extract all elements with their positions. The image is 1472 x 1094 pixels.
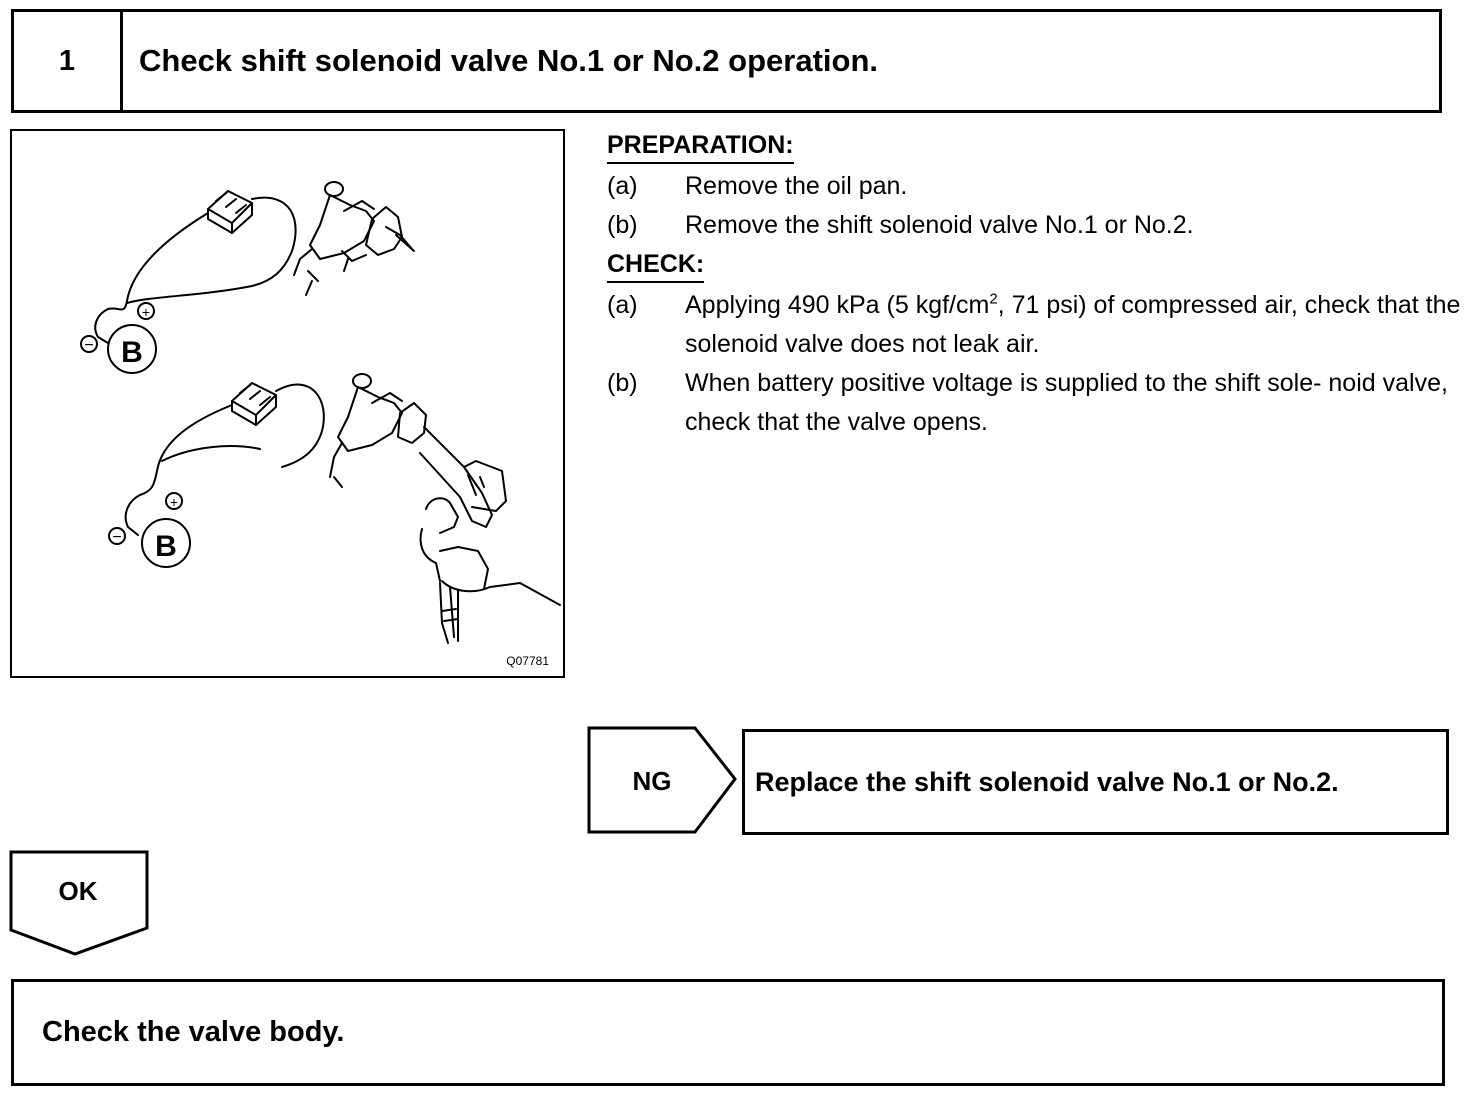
- next-step: Check the valve body.: [11, 979, 1445, 1086]
- upper-negative-symbol: −: [84, 337, 94, 354]
- item-text-before: Applying 490 kPa (5 kgf/cm: [685, 291, 990, 319]
- item-text: Remove the oil pan.: [685, 172, 908, 200]
- lower-negative-symbol: −: [112, 529, 122, 546]
- lower-wire-left: [140, 405, 232, 495]
- upper-solenoid-valve-icon: [294, 182, 414, 295]
- upper-battery-label: B: [121, 336, 143, 369]
- upper-wire-right: [127, 198, 296, 303]
- item-text: Remove the shift solenoid valve No.1 or No.2.: [685, 211, 1194, 239]
- list-item: [607, 364, 1467, 442]
- superscript: 2: [989, 290, 998, 308]
- lower-connector-icon: [232, 383, 276, 425]
- item-label: (b): [607, 369, 638, 397]
- lower-positive-symbol: +: [169, 494, 179, 510]
- item-text: When battery positive voltage is supplied to the shift sole- noid valve, check that the valve opens.: [685, 369, 1448, 436]
- step-header: [11, 9, 1442, 113]
- solenoid-test-illustration: [10, 129, 565, 678]
- item-label: (b): [607, 211, 638, 239]
- lower-wire-right: [276, 385, 324, 467]
- item-text: [685, 286, 1467, 364]
- list-item: [607, 286, 1467, 364]
- item-text-after: , 71 psi) of compressed air, check that the solenoid valve does not leak air.: [685, 291, 1461, 358]
- ng-result: Replace the shift solenoid valve No.1 or No.2.: [742, 729, 1449, 835]
- step-number: 1: [14, 12, 123, 110]
- item-label: (a): [607, 172, 638, 200]
- list-item: [607, 206, 1467, 245]
- lower-wire-loose: [162, 446, 260, 461]
- preparation-heading: PREPARATION:: [607, 129, 794, 164]
- procedure-text: [607, 126, 1467, 442]
- solenoid-drawing: [12, 131, 565, 678]
- list-item: [607, 167, 1467, 206]
- lower-battery-label: B: [155, 530, 177, 563]
- upper-connector-icon: [208, 191, 252, 233]
- lower-solenoid-valve-icon: [330, 374, 426, 487]
- check-heading: CHECK:: [607, 248, 704, 283]
- upper-positive-symbol: +: [141, 304, 151, 320]
- figure-code: Q07781: [506, 654, 549, 668]
- air-gun-icon: [420, 427, 506, 527]
- item-label: (a): [607, 291, 638, 319]
- ok-label: OK: [58, 876, 98, 906]
- step-title: Check shift solenoid valve No.1 or No.2 operation.: [139, 43, 878, 78]
- ng-label: NG: [632, 766, 672, 796]
